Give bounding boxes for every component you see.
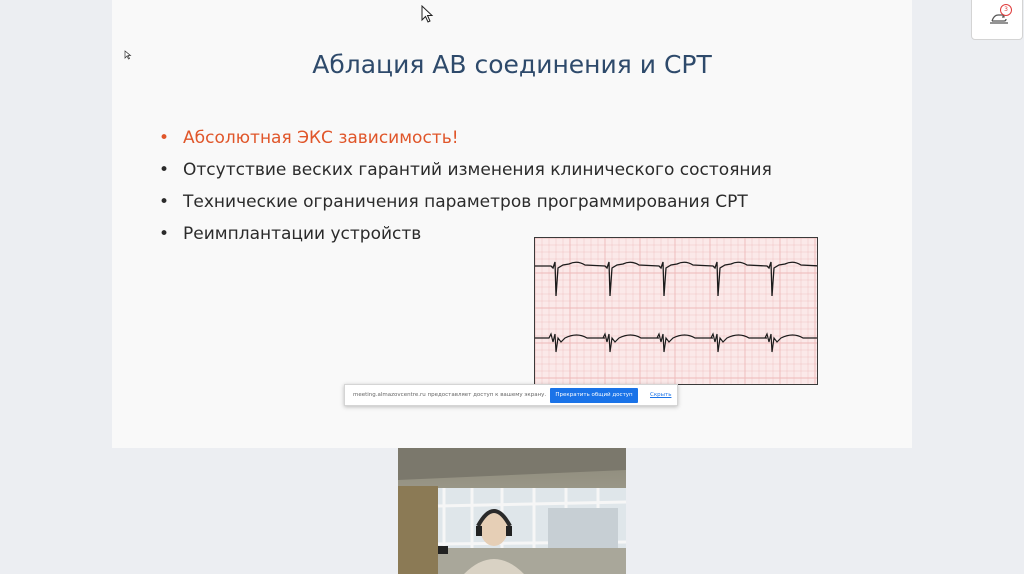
presentation-slide	[112, 0, 912, 448]
bullet-list	[157, 122, 772, 250]
raise-hand-button[interactable]	[971, 0, 1023, 40]
bullet-marker: •	[159, 128, 170, 148]
bullet-marker: •	[159, 224, 170, 244]
mouse-cursor-icon	[421, 5, 435, 25]
bullet-item	[157, 186, 772, 218]
bullet-text: Реимплантации устройств	[183, 224, 422, 244]
webcam-video	[398, 448, 626, 574]
bullet-item	[157, 154, 772, 186]
bullet-text: Абсолютная ЭКС зависимость!	[183, 128, 459, 148]
screen-share-notice	[344, 384, 678, 406]
slide-title: Аблация АВ соединения и СРТ	[312, 50, 712, 79]
hand-icon	[972, 0, 1024, 41]
bullet-marker: •	[159, 192, 170, 212]
bullet-text: Отсутствие веских гарантий изменения клинического состояния	[183, 160, 772, 180]
ecg-trace	[535, 238, 818, 385]
webcam-feed	[398, 448, 626, 574]
small-cursor-icon	[124, 50, 132, 60]
bullet-item	[157, 122, 772, 154]
hide-notice-link[interactable]: Скрыть	[650, 392, 672, 398]
share-notice-message: meeting.almazovcentre.ru предоставляет доступ к вашему экрану.	[353, 392, 547, 398]
stop-sharing-button[interactable]: Прекратить общий доступ	[550, 388, 638, 403]
ecg-strip-image	[534, 237, 818, 385]
bullet-text: Технические ограничения параметров программирования СРТ	[183, 192, 748, 212]
notification-badge: 3	[1000, 4, 1012, 16]
bullet-marker: •	[159, 160, 170, 180]
